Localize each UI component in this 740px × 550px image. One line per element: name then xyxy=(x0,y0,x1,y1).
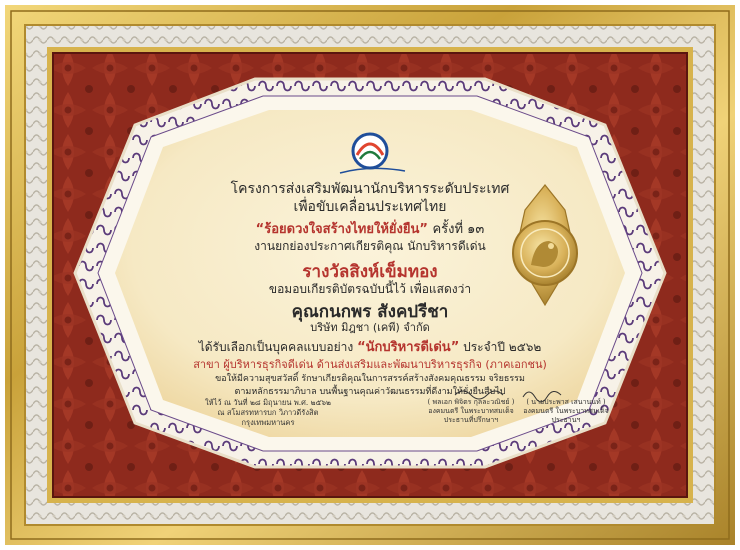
signer-2-block xyxy=(516,398,616,425)
branch-line: สาขา ผู้บริหารธุรกิจดีเด่น ด้านส่งเสริมและพัฒนาบริหารธุรกิจ (ภาคเอกชน) xyxy=(193,358,547,371)
issue-date: ให้ไว้ ณ วันที่ ๒๘ มิถุนายน พ.ศ. ๒๕๖๒ xyxy=(205,398,332,407)
signer-1-block xyxy=(416,398,526,425)
issue-venue: ณ สโมสรทหารบก วิภาวดีรังสิต xyxy=(217,408,319,417)
campaign-line xyxy=(0,218,740,239)
issue-city: กรุงเทพมหานคร xyxy=(241,418,295,427)
selection-prefix: ได้รับเลือกเป็นบุคคลแบบอย่าง xyxy=(198,340,354,354)
blessing-line2: ตามหลักธรรมาภิบาล บนพื้นฐานคุณค่าวัฒนธรรมที่ดีงามให้ยั่งยืนสืบไป xyxy=(234,387,506,397)
campaign-round: ครั้งที่ ๑๓ xyxy=(432,222,485,237)
signer-2-role2: ประธานฯ xyxy=(551,416,581,424)
certificate-heading-line1: โครงการส่งเสริมพัฒนานักบริหารระดับประเทศ xyxy=(230,181,510,197)
selection-title: “นักบริหารดีเด่น” xyxy=(357,340,460,355)
signer-2-name: ( นายประพาส เสนานนท์ ) xyxy=(526,398,606,406)
company-name: บริษัท มิฎชา (เคพี) จำกัด xyxy=(310,321,430,334)
signer-1-role2: ประธานที่ปรึกษาฯ xyxy=(443,416,499,424)
intro-line: ขอมอบเกียรติบัตรฉบับนี้ไว้ เพื่อแสดงว่า xyxy=(268,282,472,296)
recipient-name: คุณกนกพร สังคปรีชา xyxy=(291,302,449,322)
certificate-heading-line2: เพื่อขับเคลื่อนประเทศไทย xyxy=(293,199,447,215)
campaign-name: “ร้อยดวงใจสร้างไทยให้ยั่งยืน” xyxy=(255,222,428,237)
award-name: รางวัลสิงห์เข็มทอง xyxy=(302,262,438,282)
blessing-line1: ขอให้มีความสุขสวัสดิ์ รักษาเกียรติคุณในการสรรค์สร้างสังคมคุณธรรม จริยธรรม xyxy=(215,374,525,384)
signer-2-role: องคมนตรี ในพระบาทสมเด็จ xyxy=(523,407,609,415)
selection-year: ประจำปี ๒๕๖๒ xyxy=(463,340,542,354)
signer-1-name: ( พลเอก พิจิตร กุลละวณิชย์ ) xyxy=(427,398,515,406)
issue-date-block xyxy=(205,398,331,428)
event-line: งานยกย่องประกาศเกียรติคุณ นักบริหารดีเด่น xyxy=(254,239,486,253)
signer-1-role: องคมนตรี ในพระบาทสมเด็จ xyxy=(428,407,514,415)
selection-line xyxy=(0,336,740,357)
